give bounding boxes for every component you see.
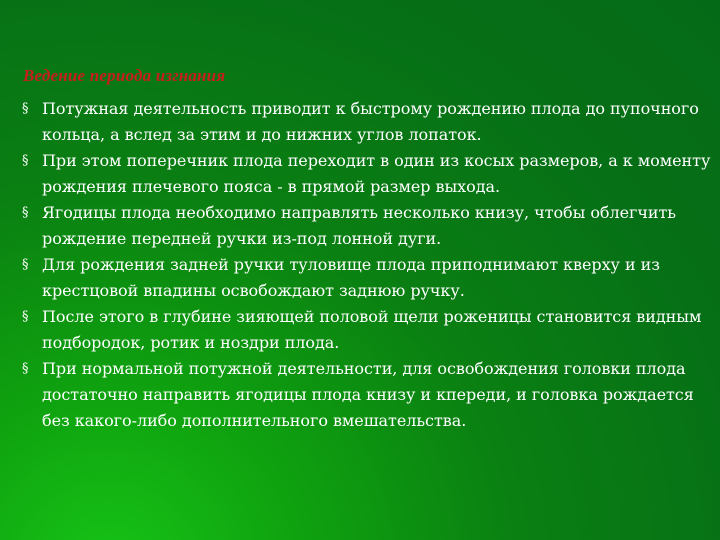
bullet-text: Потужная деятельность приводит к быстрому рождению плода до пупочного кольца, а вслед за этим и до нижних углов лопаток. [42, 99, 699, 144]
bullet-list [22, 96, 714, 434]
bullet-marker-icon: § [22, 257, 29, 272]
bullet-marker-icon: § [22, 205, 29, 220]
bullet-text: Для рождения задней ручки туловище плода приподнимают кверху и из крестцовой впадины освобождают заднюю ручку. [42, 255, 660, 300]
bullet-text: Ягодицы плода необходимо направлять несколько книзу, чтобы облегчить рождение передней ручки из‑под лонной дуги. [42, 203, 676, 248]
list-item [22, 252, 714, 304]
bullet-marker-icon: § [22, 309, 29, 324]
list-item [22, 200, 714, 252]
list-item [22, 148, 714, 200]
list-item [22, 304, 714, 356]
list-item [22, 356, 714, 434]
slide-heading: Ведение периода изгнания [23, 66, 226, 85]
bullet-marker-icon: § [22, 101, 29, 116]
bullet-text: При нормальной потужной деятельности, для освобождения головки плода достаточно направить ягодицы плода книзу и кпереди, и головка рождается без какого‑либо дополнительного вмешательства. [42, 359, 694, 430]
bullet-marker-icon: § [22, 153, 29, 168]
bullet-marker-icon: § [22, 361, 29, 376]
bullet-text: При этом поперечник плода переходит в один из косых размеров, а к моменту рождения плечевого пояса ‑ в прямой размер выхода. [42, 151, 711, 196]
list-item [22, 96, 714, 148]
bullet-text: После этого в глубине зияющей половой щели роженицы становится видным подбородок, ротик и ноздри плода. [42, 307, 702, 352]
